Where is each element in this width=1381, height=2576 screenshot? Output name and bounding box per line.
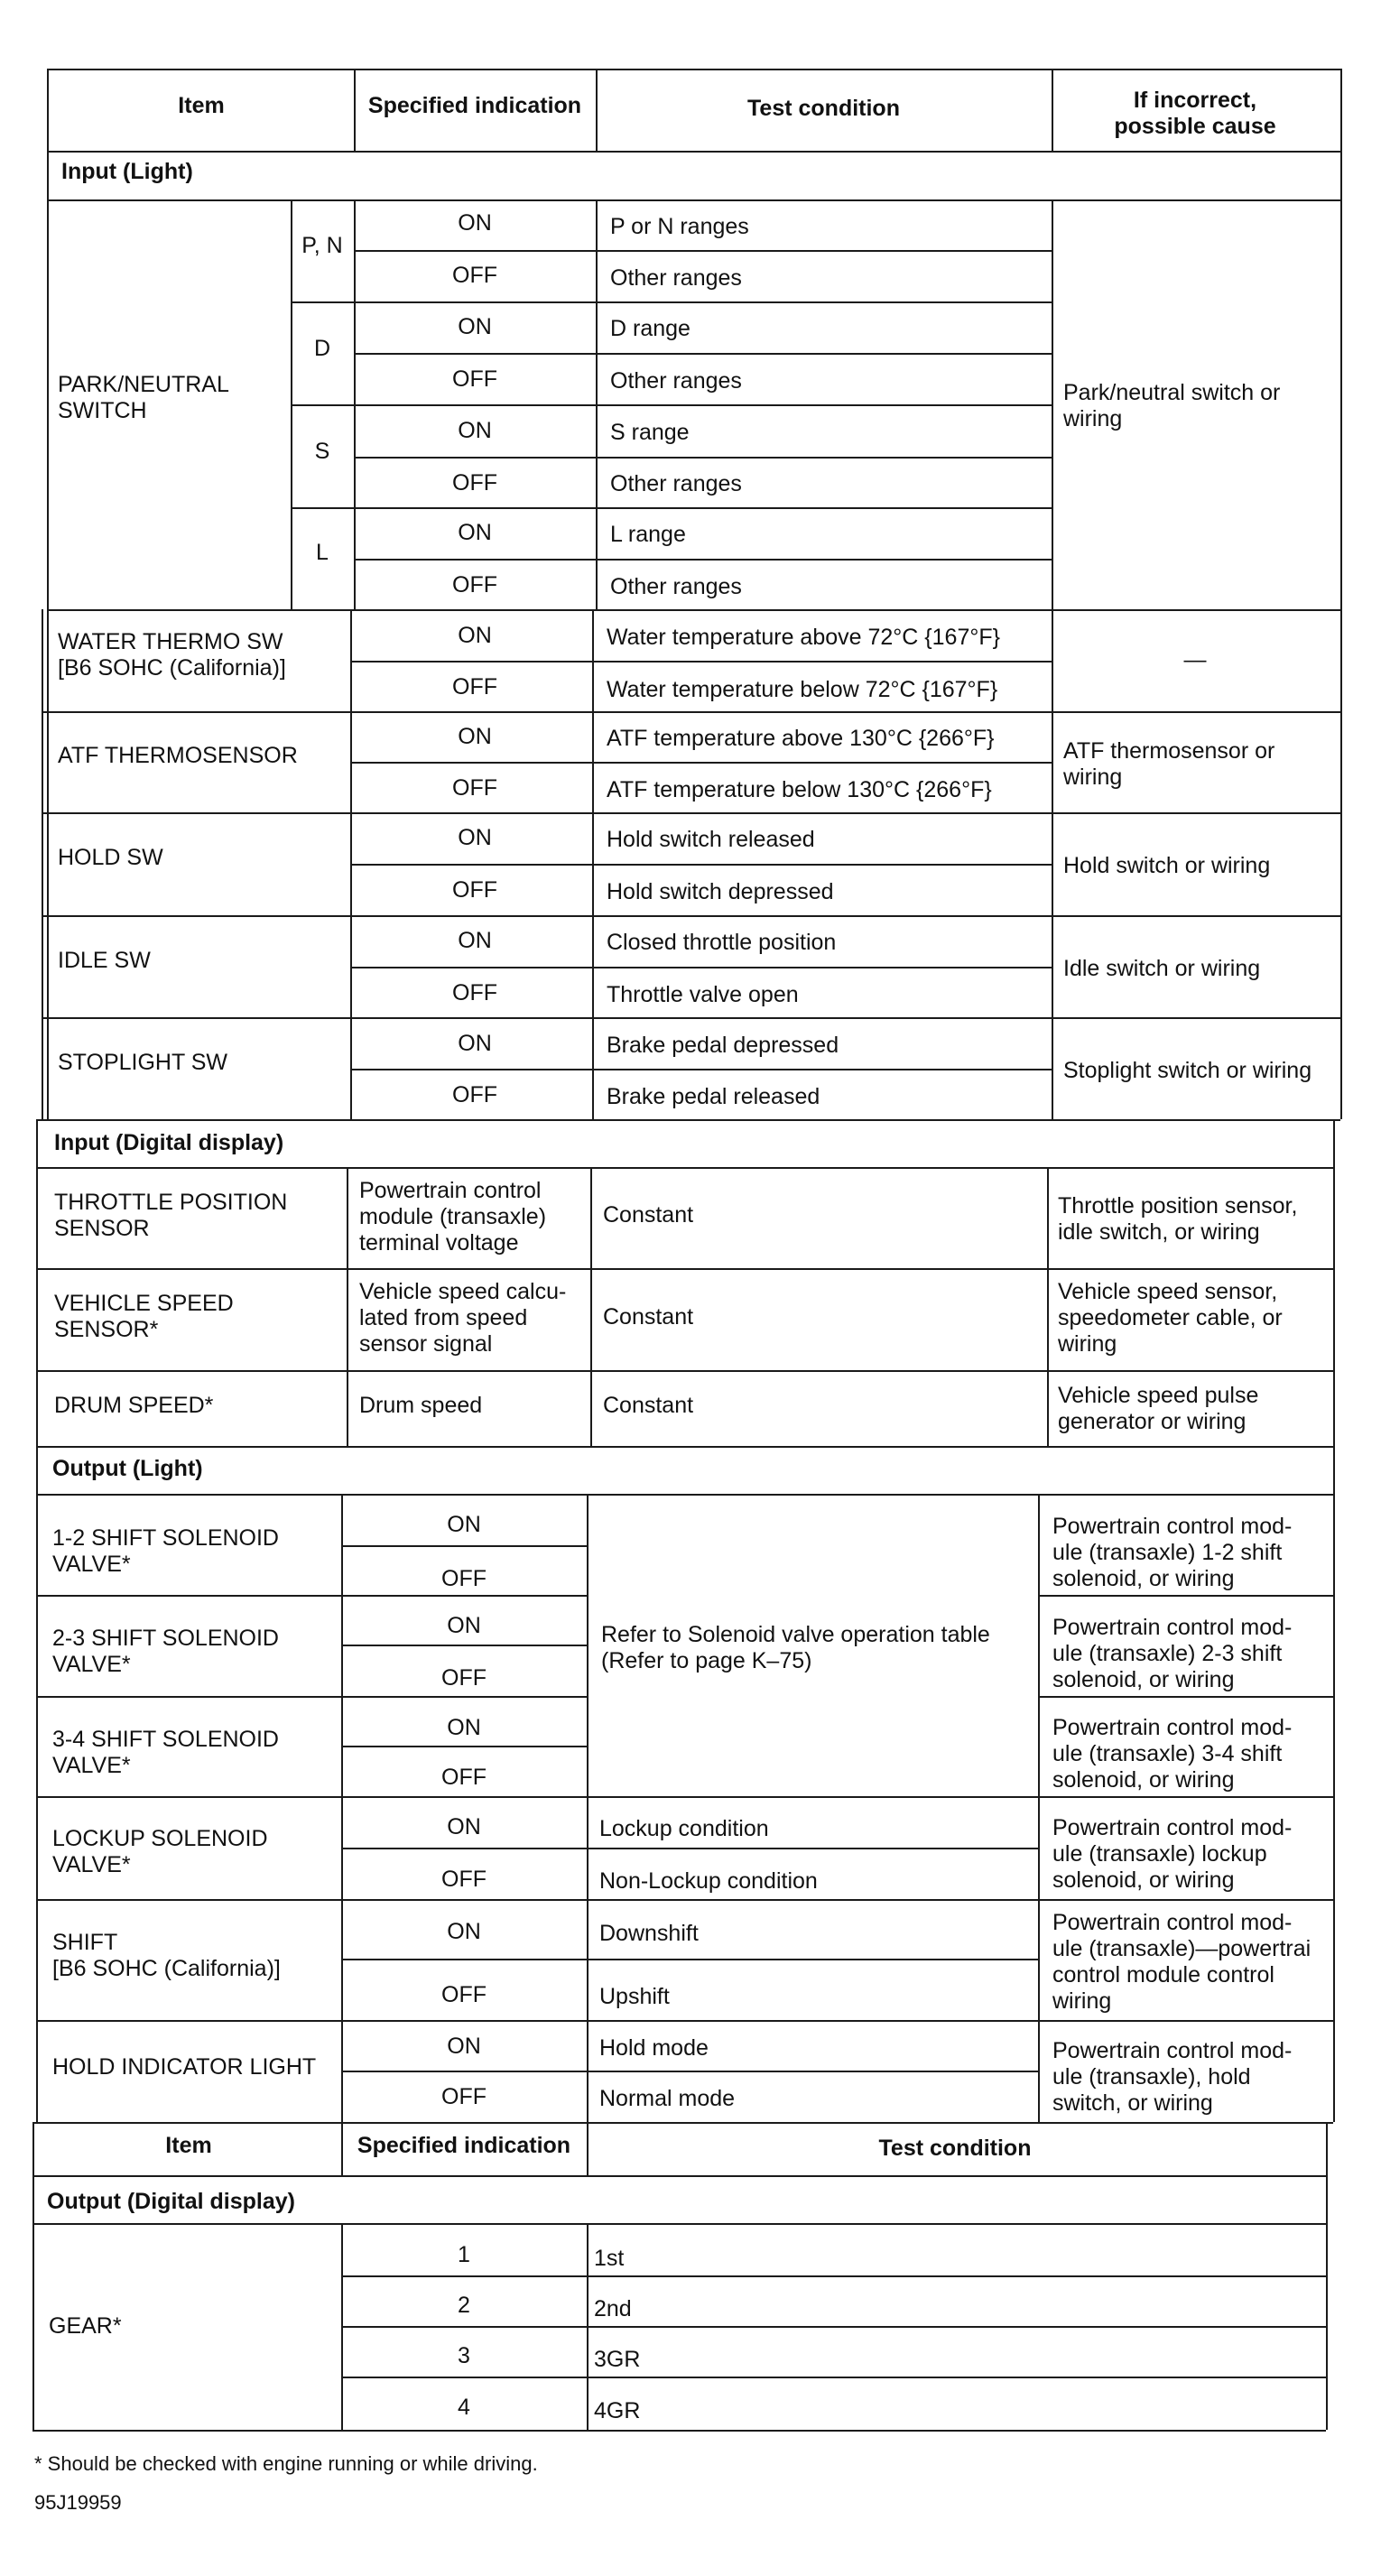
- tps-label: THROTTLE POSITION SENSOR: [54, 1190, 288, 1241]
- idle-on-condition: Closed throttle position: [607, 930, 837, 955]
- section-output-light: Output (Light): [52, 1456, 203, 1481]
- rule-col: [1047, 1167, 1049, 1446]
- rule-row: [350, 864, 1052, 866]
- section-input-digital: Input (Digital display): [54, 1130, 284, 1155]
- shift-solenoid-23-label: 2-3 SHIFT SOLENOID VALVE*: [52, 1626, 279, 1677]
- rule-row: [36, 1796, 1333, 1798]
- park-pn-on-condition: P or N ranges: [610, 214, 749, 239]
- shift-solenoid-34-on: ON: [447, 1715, 481, 1740]
- rule-row: [36, 1446, 1333, 1448]
- lockup-solenoid-label: LOCKUP SOLENOID VALVE*: [52, 1826, 268, 1877]
- gear-label: GEAR*: [49, 2313, 122, 2339]
- shift-solenoid-12-off: OFF: [441, 1566, 487, 1591]
- rule-row: [47, 609, 1340, 611]
- rule-col: [36, 1119, 38, 2122]
- shift-off-indication: OFF: [441, 1982, 487, 2007]
- atf-on-condition: ATF temperature above 130°C {266°F}: [607, 726, 995, 751]
- rule-col: [47, 69, 49, 1119]
- park-d-off-condition: Other ranges: [610, 368, 742, 394]
- gear-3-indication: 3: [458, 2343, 470, 2368]
- idle-sw-label: IDLE SW: [58, 948, 151, 973]
- park-l-off-indication: OFF: [452, 572, 497, 598]
- park-s-off-indication: OFF: [452, 470, 497, 496]
- idle-on-indication: ON: [458, 928, 492, 953]
- rule-col: [596, 199, 598, 609]
- park-l-on-indication: ON: [458, 520, 492, 545]
- rule-row: [350, 967, 1052, 968]
- idle-off-condition: Throttle valve open: [607, 982, 799, 1007]
- gear-4-indication: 4: [458, 2395, 470, 2420]
- atf-off-indication: OFF: [452, 775, 497, 801]
- gear-1-condition: 1st: [594, 2246, 625, 2271]
- rule-row: [341, 2071, 1038, 2072]
- rule-col: [587, 1494, 589, 2122]
- rule-header-bottom: [47, 151, 1340, 153]
- rule-row: [350, 661, 1052, 663]
- header-test-condition: Test condition: [747, 96, 900, 121]
- rule-col: [592, 609, 594, 1119]
- header-possible-cause: If incorrect, possible cause: [1114, 88, 1276, 139]
- park-s-on-condition: S range: [610, 420, 690, 445]
- vss-condition: Constant: [603, 1304, 694, 1330]
- rule-row: [341, 2326, 1326, 2328]
- rule-row: [341, 1746, 587, 1747]
- rule-bottom: [32, 2430, 1326, 2432]
- rule-row: [42, 711, 1340, 713]
- water-on-indication: ON: [458, 623, 492, 648]
- rule-section-input-light: [47, 199, 1340, 201]
- shift-solenoid-34-label: 3-4 SHIFT SOLENOID VALVE*: [52, 1727, 279, 1778]
- rule-col: [347, 1167, 348, 1446]
- tps-indication: Powertrain control module (transaxle) terminal voltage: [359, 1178, 547, 1256]
- header2-test-condition: Test condition: [878, 2136, 1032, 2161]
- hold-indicator-light-label: HOLD INDICATOR LIGHT: [52, 2054, 317, 2080]
- tps-condition: Constant: [603, 1202, 694, 1228]
- range-label-p-n: P, N: [301, 233, 343, 258]
- hold-on-indication: ON: [458, 825, 492, 850]
- park-s-off-condition: Other ranges: [610, 471, 742, 496]
- rule-row: [1038, 1595, 1333, 1597]
- shift-off-condition: Upshift: [599, 1984, 670, 2009]
- rule-col: [596, 69, 598, 151]
- rule-row: [291, 404, 1052, 406]
- rule-row: [42, 915, 1340, 917]
- shift-solenoid-34-cause: Powertrain control mod- ule (transaxle) 3-4 shift solenoid, or wiring: [1052, 1715, 1293, 1793]
- rule-col: [350, 609, 352, 1119]
- park-pn-off-condition: Other ranges: [610, 265, 742, 291]
- lockup-on-indication: ON: [447, 1814, 481, 1839]
- rule-row: [354, 250, 1052, 252]
- rule-col: [341, 2223, 343, 2430]
- rule-row: [291, 507, 1052, 509]
- rule-col: [587, 2122, 589, 2175]
- range-label-d: D: [313, 336, 331, 361]
- park-d-off-indication: OFF: [452, 366, 497, 392]
- hold-light-on-condition: Hold mode: [599, 2035, 709, 2061]
- hold-sw-label: HOLD SW: [58, 845, 163, 870]
- rule-row: [36, 1268, 1333, 1270]
- water-off-condition: Water temperature below 72°C {167°F}: [607, 677, 998, 702]
- atf-thermosensor-label: ATF THERMOSENSOR: [58, 743, 298, 768]
- stoplight-off-indication: OFF: [452, 1082, 497, 1107]
- hold-light-off-condition: Normal mode: [599, 2086, 736, 2111]
- rule-col: [354, 199, 356, 609]
- hold-sw-cause: Hold switch or wiring: [1063, 853, 1271, 878]
- drum-speed-indication: Drum speed: [359, 1393, 483, 1418]
- atf-off-condition: ATF temperature below 130°C {266°F}: [607, 777, 992, 802]
- shift-solenoid-12-on: ON: [447, 1512, 481, 1537]
- atf-on-indication: ON: [458, 724, 492, 749]
- header2-item: Item: [165, 2133, 212, 2158]
- rule-col: [590, 1167, 592, 1446]
- vss-label: VEHICLE SPEED SENSOR*: [54, 1291, 234, 1342]
- rule-section-output-digital: [32, 2223, 1326, 2225]
- rule-row: [1038, 1696, 1333, 1698]
- rule-col: [1052, 69, 1053, 151]
- stoplight-sw-label: STOPLIGHT SW: [58, 1050, 228, 1075]
- header-specified-indication: Specified indication: [367, 93, 582, 118]
- rule-col: [32, 2122, 34, 2430]
- rule-section-output-light: [36, 1494, 1333, 1496]
- gear-1-indication: 1: [458, 2242, 470, 2267]
- rule-col: [1052, 609, 1053, 1119]
- shift-solenoid-23-cause: Powertrain control mod- ule (transaxle) 2-3 shift solenoid, or wiring: [1052, 1615, 1293, 1692]
- park-pn-on-indication: ON: [458, 210, 492, 236]
- shift-solenoid-34-off: OFF: [441, 1765, 487, 1790]
- drum-speed-label: DRUM SPEED*: [54, 1393, 214, 1418]
- hold-on-condition: Hold switch released: [607, 827, 815, 852]
- range-label-l: L: [316, 540, 329, 565]
- idle-off-indication: OFF: [452, 980, 497, 1005]
- rule-col: [1052, 199, 1053, 609]
- park-l-on-condition: L range: [610, 522, 686, 547]
- rule-col: [1340, 69, 1342, 1119]
- rule-row: [354, 559, 1052, 561]
- figure-id: 95J19959: [34, 2491, 122, 2514]
- rule-row: [341, 2275, 1326, 2277]
- rule-row: [36, 1595, 587, 1597]
- rule-col: [42, 609, 43, 1119]
- shift-light-label: SHIFT [B6 SOHC (California)]: [52, 1930, 281, 1981]
- rule-row: [36, 1899, 1333, 1901]
- section-output-digital: Output (Digital display): [47, 2189, 295, 2214]
- rule-row: [36, 1696, 587, 1698]
- idle-sw-cause: Idle switch or wiring: [1063, 956, 1261, 981]
- park-pn-off-indication: OFF: [452, 263, 497, 288]
- rule-row: [341, 1848, 1038, 1849]
- rule-col: [1326, 2122, 1328, 2430]
- rule-row: [42, 812, 1340, 814]
- rule-row: [350, 1069, 1052, 1070]
- rule-header2-top: [32, 2122, 1333, 2124]
- water-off-indication: OFF: [452, 674, 497, 700]
- stoplight-sw-cause: Stoplight switch or wiring: [1063, 1058, 1312, 1083]
- hold-light-off-indication: OFF: [441, 2084, 487, 2109]
- drum-speed-cause: Vehicle speed pulse generator or wiring: [1058, 1383, 1259, 1434]
- rule-col: [291, 199, 292, 609]
- shift-solenoid-12-cause: Powertrain control mod- ule (transaxle) 1-2 shift solenoid, or wiring: [1052, 1514, 1293, 1591]
- rule-row: [36, 2020, 1333, 2022]
- solenoid-shared-condition: Refer to Solenoid valve operation table (Refer to page K–75): [601, 1622, 990, 1673]
- range-label-s: S: [314, 439, 330, 464]
- rule-col: [1333, 1119, 1335, 2122]
- rule-row: [36, 1370, 1333, 1372]
- rule-row: [341, 1959, 1038, 1960]
- header-item: Item: [178, 93, 225, 118]
- rule-header2-bottom: [32, 2175, 1326, 2177]
- rule-col: [587, 2223, 589, 2430]
- header2-specified-indication: Specified indication: [357, 2133, 571, 2158]
- lockup-off-condition: Non-Lockup condition: [599, 1868, 818, 1894]
- water-on-condition: Water temperature above 72°C {167°F}: [607, 625, 1000, 650]
- rule-row: [341, 2377, 1326, 2378]
- rule-row: [36, 1119, 1340, 1121]
- lockup-solenoid-cause: Powertrain control mod- ule (transaxle) lockup solenoid, or wiring: [1052, 1815, 1293, 1893]
- rule-row: [354, 457, 1052, 459]
- footnote: * Should be checked with engine running or while driving.: [34, 2452, 538, 2475]
- hold-off-indication: OFF: [452, 877, 497, 903]
- shift-solenoid-12-label: 1-2 SHIFT SOLENOID VALVE*: [52, 1525, 279, 1577]
- shift-light-cause: Powertrain control mod- ule (transaxle)—powertrai control module control wiring: [1052, 1910, 1311, 2014]
- atf-thermosensor-cause: ATF thermosensor or wiring: [1063, 738, 1275, 790]
- rule-row: [341, 1645, 587, 1646]
- drum-speed-condition: Constant: [603, 1393, 694, 1418]
- shift-on-condition: Downshift: [599, 1921, 699, 1946]
- hold-off-condition: Hold switch depressed: [607, 879, 834, 904]
- stoplight-on-condition: Brake pedal depressed: [607, 1033, 839, 1058]
- rule-section-input-digital: [36, 1167, 1333, 1169]
- rule-col: [341, 1494, 343, 2122]
- park-d-on-indication: ON: [458, 314, 492, 339]
- gear-2-indication: 2: [458, 2293, 470, 2318]
- rule-col: [1038, 1494, 1040, 2122]
- park-neutral-switch-label: PARK/NEUTRAL SWITCH: [58, 372, 229, 423]
- shift-on-indication: ON: [447, 1919, 481, 1944]
- rule-col: [354, 69, 356, 151]
- park-neutral-switch-cause: Park/neutral switch or wiring: [1063, 380, 1281, 431]
- rule-row: [350, 762, 1052, 764]
- stoplight-on-indication: ON: [458, 1031, 492, 1056]
- rule-row: [42, 1017, 1340, 1019]
- gear-2-condition: 2nd: [594, 2296, 632, 2321]
- rule-col: [341, 2122, 343, 2175]
- shift-solenoid-23-off: OFF: [441, 1665, 487, 1691]
- rule-row: [341, 1545, 587, 1547]
- vss-indication: Vehicle speed calcu- lated from speed sensor signal: [359, 1279, 567, 1357]
- rule-top: [47, 69, 1340, 70]
- park-s-on-indication: ON: [458, 418, 492, 443]
- rule-row: [291, 301, 1052, 303]
- vss-cause: Vehicle speed sensor, speedometer cable, or wiring: [1058, 1279, 1283, 1357]
- stoplight-off-condition: Brake pedal released: [607, 1084, 820, 1109]
- park-d-on-condition: D range: [610, 316, 690, 341]
- water-thermo-sw-cause: —: [1183, 647, 1207, 672]
- hold-indicator-light-cause: Powertrain control mod- ule (transaxle), hold switch, or wiring: [1052, 2038, 1293, 2116]
- water-thermo-sw-label: WATER THERMO SW [B6 SOHC (California)]: [58, 629, 286, 681]
- shift-solenoid-23-on: ON: [447, 1613, 481, 1638]
- section-input-light: Input (Light): [61, 159, 193, 184]
- lockup-on-condition: Lockup condition: [599, 1816, 769, 1841]
- lockup-off-indication: OFF: [441, 1867, 487, 1892]
- hold-light-on-indication: ON: [447, 2034, 481, 2059]
- rule-row: [354, 353, 1052, 355]
- tps-cause: Throttle position sensor, idle switch, or wiring: [1058, 1193, 1298, 1245]
- gear-4-condition: 4GR: [594, 2398, 641, 2423]
- park-l-off-condition: Other ranges: [610, 574, 742, 599]
- gear-3-condition: 3GR: [594, 2347, 641, 2372]
